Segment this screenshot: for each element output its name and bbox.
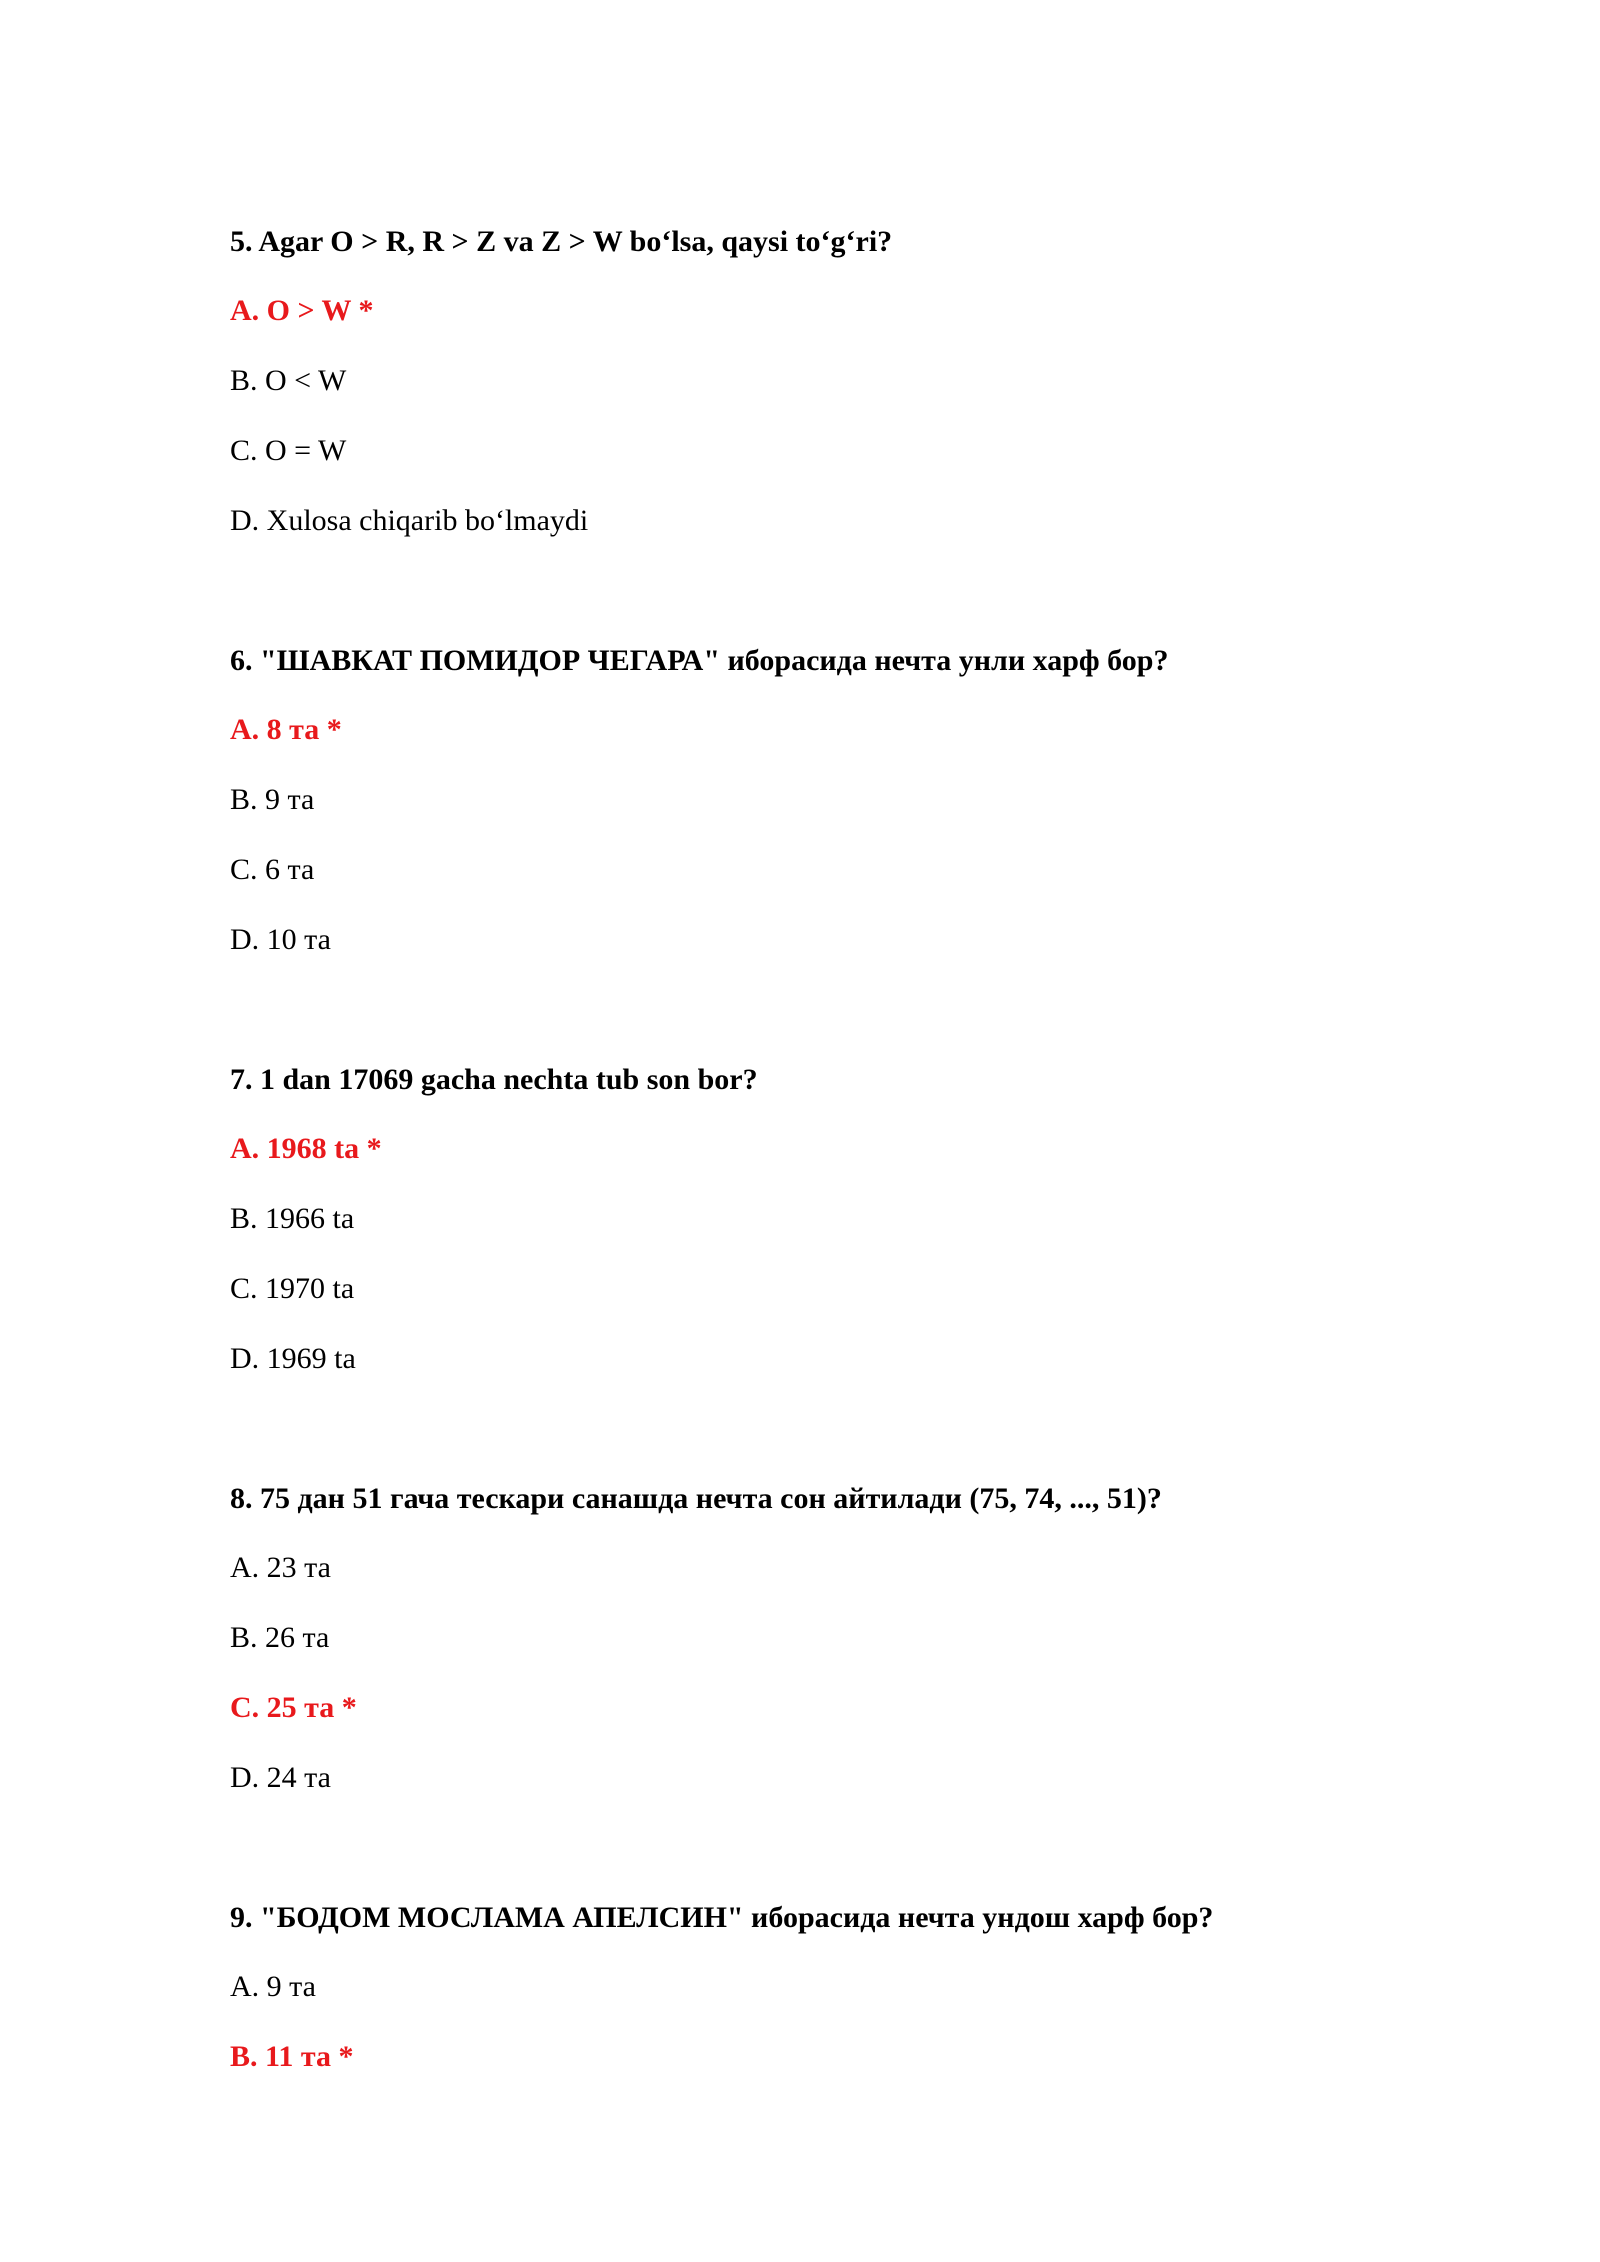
question-6: 6. "ШАВКАТ ПОМИДОР ЧЕГАРА" иборасида нечта унли харф бор? <box>230 644 1169 677</box>
question-5: 5. Agar O > R, R > Z va Z > W bo‘lsa, qaysi to‘g‘ri? <box>230 225 893 258</box>
option-8c: C. 25 та * <box>230 1691 357 1724</box>
option-5d: D. Xulosa chiqarib bo‘lmaydi <box>230 504 589 537</box>
option-5a: A. O > W * <box>230 294 374 327</box>
question-8: 8. 75 дан 51 гача тескари санашда нечта сон айтилади (75, 74, ..., 51)? <box>230 1482 1162 1515</box>
option-8a: A. 23 та <box>230 1551 331 1584</box>
option-9b: B. 11 та * <box>230 2040 354 2073</box>
option-8b: B. 26 та <box>230 1621 330 1654</box>
option-7a: A. 1968 ta * <box>230 1132 382 1165</box>
option-7b: B. 1966 ta <box>230 1202 355 1235</box>
option-7c: C. 1970 ta <box>230 1272 355 1305</box>
question-9: 9. "БОДОМ МОСЛАМА АПЕЛСИН" иборасида нечта ундош харф бор? <box>230 1901 1214 1934</box>
option-8d: D. 24 та <box>230 1761 331 1794</box>
option-6c: C. 6 та <box>230 853 315 886</box>
option-7d: D. 1969 ta <box>230 1342 356 1375</box>
option-6d: D. 10 та <box>230 923 331 956</box>
option-9a: A. 9 та <box>230 1970 316 2003</box>
option-6b: B. 9 та <box>230 783 315 816</box>
option-5b: B. O < W <box>230 364 347 397</box>
question-7: 7. 1 dan 17069 gacha nechta tub son bor? <box>230 1063 758 1096</box>
option-6a: A. 8 та * <box>230 713 342 746</box>
option-5c: C. O = W <box>230 434 347 467</box>
